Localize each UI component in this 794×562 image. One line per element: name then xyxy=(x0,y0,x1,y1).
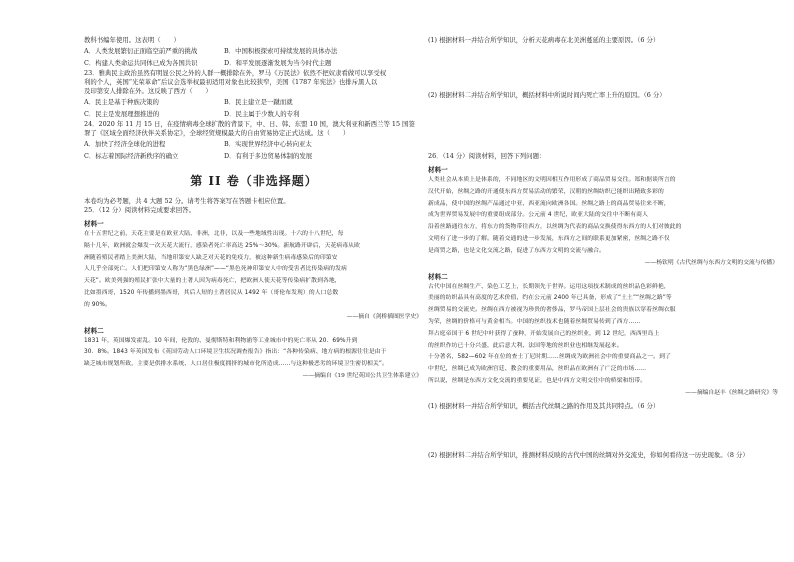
q25-material-1-line: 比如墨西哥，1520 年传播到墨西哥，其后人短的土著居民从 1492 年（哥伦布发现）的人口总数 xyxy=(84,289,339,296)
q25-material-1-line: 洲随着殖民者踏上美洲大陆，当地印第安人缺乏对天花的免疫力，被这种新生病毒感染后的印第安 xyxy=(84,254,338,261)
q22-option-b[interactable]: B．中国积极探索可持续发展的具体办法 xyxy=(224,47,338,55)
q26-material-2-line: 为荣，丝绸的价格可与黄金相当。中国的丝织技术也随着丝绸贸易传到了西方…… xyxy=(428,318,641,325)
q25-material-1-line: 天花”。欧美列强的殖民扩张中大量的土著人因为病毒死亡，把欧洲人使天花等传染病扩散到各地， xyxy=(84,278,341,285)
q25-material-1-line: 人几乎全部死亡。人们把印第安人称为“黑色绿洲”——“黑色死神印第安人中的受害者比传染病的发病 xyxy=(84,266,347,273)
q26-material-1-source: ——杨钦明《古代丝绸与东西方文明的交流与传播》 xyxy=(644,259,778,266)
q26-material-1-line: 成为世界贸易发展中的重要组成部分。公元前 4 世纪，欧亚大陆的交往中不断有商人 xyxy=(428,212,648,219)
q22-option-d[interactable]: D．和平发展逐渐发展为当今时代主题 xyxy=(224,59,332,67)
q26-material-2-line: 丝绸贸易的交流史。丝绸在西方被视为珍贵的奢侈品，罗马帝国上层社会的贵族以穿着丝绸衣服 xyxy=(428,307,676,314)
q25-material-1-line: 在十五世纪之前，天花主要是在欧亚大陆、非洲，北非，以及一些地域性出现。十六的十八世纪，每 xyxy=(84,231,344,237)
q26-material-1-label: 材料一 xyxy=(428,166,448,174)
q22-option-a[interactable]: A．人类发展繁衍正面临空前严重的挑战 xyxy=(84,47,198,55)
q25-material-1-source: ——摘自《剑桥插图医学史》 xyxy=(346,313,422,320)
q23-stem-line: 利的个人，英国“光荣革命”后议会选举权最初适用对象也比较狭窄，美国《1787 年宪法》也排斥黑人以 xyxy=(84,78,378,86)
q25-material-1-line: 的 90%。 xyxy=(84,301,111,308)
q22-options-row-2 xyxy=(84,57,424,69)
q25-material-2-line: 1831 年，英国爆发霍乱。10 年间，伦敦的、曼彻斯特和利物浦等工业城市中的死亡率从 20．69%升到 xyxy=(84,337,358,344)
q26-subquestion-1: (1) 根据材料一并结合所学知识，概括古代丝绸之路的作用及其共同特点。（6 分） xyxy=(428,401,660,410)
q25-material-2-line: 30．8%。1843 年英国发布《英国劳动人口环境卫生状况调查报告》指出：“各种传染病、地方病的根源往往是由于 xyxy=(84,349,387,356)
q24-option-a[interactable]: A．加快了经济全球化的进程 xyxy=(84,140,166,148)
q24-options-row-1 xyxy=(84,138,424,150)
q23-stem-line: 23．雅典民主政治虽然有明显公民之外的人群一概排除在外，罗马《万民法》依然不把奴隶看做可以享受权 xyxy=(84,69,387,77)
q26-material-2-line: 所以说，丝绸是东西方文化交流的重要见证，也是中西方文明交往中的桥梁和纽带。 xyxy=(428,377,647,384)
q24-stem-line: 署了《区域全面经济伙伴关系协定》，全球经贸规模最大的自由贸易协定正式达成。这（ ） xyxy=(84,129,350,137)
section-title: 第 II 卷（非选择题） xyxy=(190,174,318,188)
q25-heading: 25．（12 分）阅读材料完成要求回答。 xyxy=(84,206,195,214)
q25-material-2-source: ——摘编自《19 世纪英国公共卫生体系建立》 xyxy=(302,372,422,379)
q26-material-2-line: 十分著名，582—602 年在位的查士丁尼时期……丝绸成为欧洲社会中的重要商品之一。到了 xyxy=(428,354,671,361)
q24-options-row-2 xyxy=(84,150,424,162)
q24-stem-line: 24．2020 年 11 月 15 日，在疫情病毒全球扩散的背景下，中、日、韩、东盟 10 国，澳大利亚和新西兰等 15 国签 xyxy=(84,120,415,128)
q26-material-2-line: 拜占庭帝国于 6 世纪中叶获得了蚕种，开始发展自己的丝织业，到 12 世纪，西西里岛上 xyxy=(428,330,660,337)
q26-material-2-label: 材料二 xyxy=(428,272,448,281)
q26-subquestion-2: (2) 根据材料二并结合所学知识，推测材料反映的古代中国的丝绸对外交流史，你如何看待这一历史现象。（8 分） xyxy=(428,450,749,459)
q25-subquestion-1: (1) 根据材料一并结合所学知识，分析天花病毒在北美洲蔓延的主要原因。（6 分） xyxy=(428,36,660,44)
answer-space[interactable] xyxy=(428,100,780,152)
q26-material-1-line: 汉代开始，丝绸之路的开通使东西方贸易活动的繁荣，汉朝的丝绸纺织已能织出精致多彩的 xyxy=(428,188,664,195)
q25-material-2-line: 缺乏城市规划所致，主要是供排水系统、人口居住极度拥挤的城市化所造成……与这种极恶劣的环境卫生密切相关”。 xyxy=(84,361,388,368)
q24-option-d[interactable]: D．有利于多边贸易体制的发展 xyxy=(224,152,313,160)
q25-material-2-label: 材料二 xyxy=(84,326,104,335)
q26-material-1-line: 人类社会从本质上是体系的，不同地区的文明因相互作用形成了商品贸易交往。郑和据谈所言的 xyxy=(428,177,676,183)
q24-option-b[interactable]: B．实现世界经济中心转向亚太 xyxy=(224,140,312,148)
q25-material-1-line: 隔十几年，欧洲就会爆发一次天花大流行，感染者死亡率高达 25%～30%。新航路开辟后，天花病毒从欧 xyxy=(84,242,360,249)
q25-subquestion-2: (2) 根据材料二并结合所学知识，概括材料中所说时间内死亡率上升的原因。（6 分） xyxy=(428,91,666,99)
q26-material-1-line: 是商贸之路，也是文化交流之路，促进了东西方文明的交流与融合。 xyxy=(428,247,605,254)
q26-material-1-line: 沿着丝路通往东方，将东方的货物带往西方，以丝绸为代表的商品交换使得东西方的人们对彼此的 xyxy=(428,224,682,231)
q23-option-a[interactable]: A．民主是基于种族决策的 xyxy=(84,98,159,106)
q23-option-d[interactable]: D．民主属于少数人的专利 xyxy=(224,110,300,118)
q26-material-2-line: 中世纪，丝绸已成为欧洲宫廷、教会的重要用品，丝织品在欧洲有了广泛的市场…… xyxy=(428,366,647,373)
q26-material-2-line: 古代中国在丝绸生产、染色工艺上，长期领先于世界。运用这项技术制成的丝织品色彩鲜艳， xyxy=(428,283,670,290)
q23-option-c[interactable]: C．民主是发展理想推进的 xyxy=(84,110,160,118)
q26-material-1-line: 文明有了进一步的了解。随着交通的进一步发展，东西方之间的联系更加紧密，丝绸之路不仅 xyxy=(428,235,670,242)
q26-material-2-line: 美丽的纺织品具有高度的艺术价值，约在公元前 2400 年已具备，形成了“土土”“丝绸之路”等 xyxy=(428,295,672,302)
section-note: 本卷均为必考题，共 4 大题 52 分。请考生将答案写在答题卡相应位置。 xyxy=(84,197,290,205)
q26-material-2-line: 的丝织作坊已十分兴盛，此后意大利、法国等地的丝织业也相继发展起来。 xyxy=(428,342,623,349)
q23-options-row-1 xyxy=(84,96,424,108)
q23-options-row-2 xyxy=(84,108,424,120)
left-column xyxy=(84,36,424,381)
q25-material-1-label: 材料一 xyxy=(84,220,104,228)
q22-option-c[interactable]: C．构建人类命运共同体已成为各国共识 xyxy=(84,59,198,67)
q22-options-row-1 xyxy=(84,45,424,57)
right-column xyxy=(428,36,780,460)
q26-material-1-line: 新成品，使中国的丝绸产品通过中亚、西亚流向欧洲各国。丝绸之路上的商品贸易往来不断， xyxy=(428,200,670,207)
q24-option-c[interactable]: C．标志着国际经济新秩序的确立 xyxy=(84,152,179,160)
q26-heading: 26．（14 分）阅读材料，回答下列问题： xyxy=(428,152,546,160)
answer-space[interactable] xyxy=(428,45,780,91)
q26-material-2-source: ——摘编自赵丰《丝绸之路研究》等 xyxy=(685,389,778,396)
q23-option-b[interactable]: B．民主建立是一蹴而就 xyxy=(224,98,293,106)
q23-stem-line: 及印第安人排除在外。这反映了西方（ ） xyxy=(84,87,212,95)
q22-stem-tail: 教科书编年使用。这表明（ ） xyxy=(84,36,180,44)
answer-space[interactable] xyxy=(428,411,780,451)
